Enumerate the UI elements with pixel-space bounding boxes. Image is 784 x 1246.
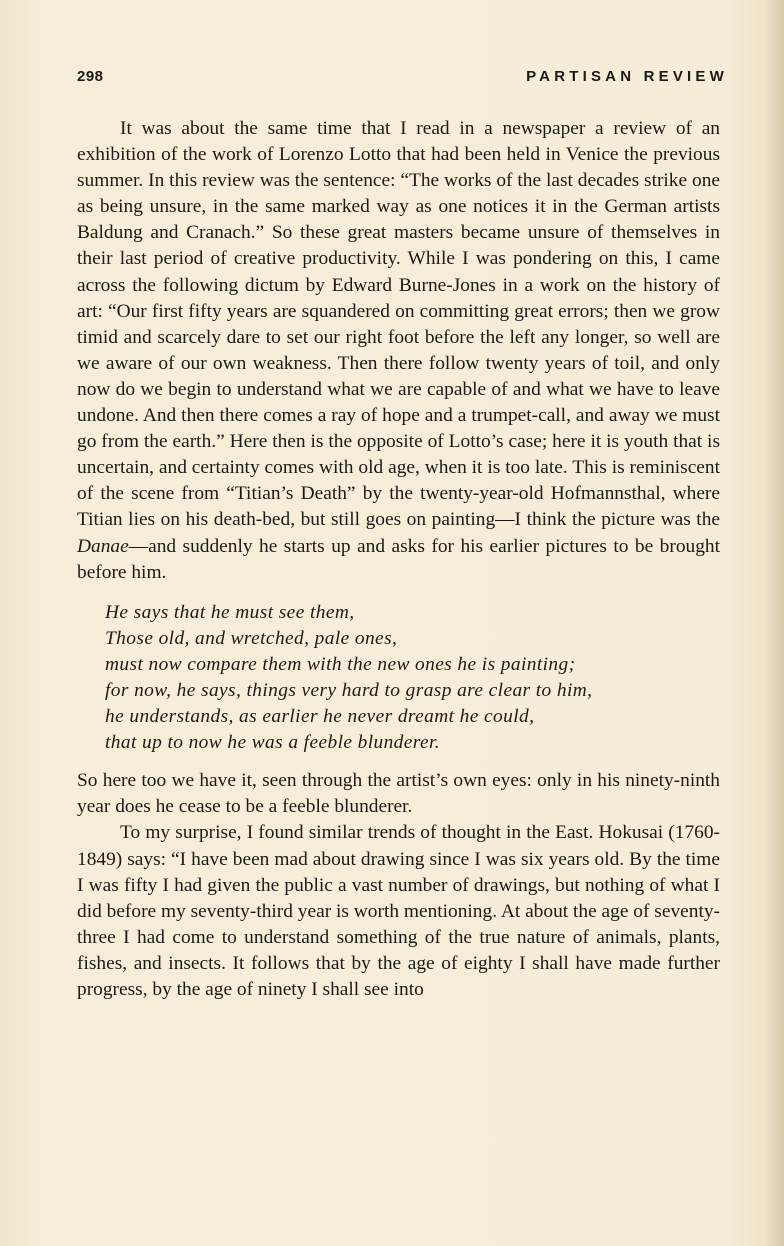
paragraph-2: So here too we have it, seen through the artist’s own eyes: only in his ninety-ninth year does he cease to be a feeble blunderer. xyxy=(77,770,720,818)
verse-line: that up to now he was a feeble blunderer. xyxy=(105,732,441,754)
paragraph-1 xyxy=(77,116,720,586)
paragraph-1-italic-title: Danae xyxy=(77,535,129,557)
verse-line: Those old, and wretched, pale ones, xyxy=(105,627,398,649)
verse-line: for now, he says, things very hard to grasp are clear to him, xyxy=(105,679,593,701)
page-number: 298 xyxy=(77,68,104,85)
verse-line: He says that he must see them, xyxy=(105,601,355,623)
page-header xyxy=(77,68,728,92)
verse-line: he understands, as earlier he never dreamt he could, xyxy=(105,706,535,728)
running-head: PARTISAN REVIEW xyxy=(526,68,728,85)
page-edge-shadow xyxy=(766,0,784,1246)
body-text xyxy=(77,116,720,1003)
paragraph-1-text-a: It was about the same time that I read in a newspaper a review of an exhibition of the work of Lorenzo Lotto that had been held in Venice the previous summer. In this review was the sentence: “The works of the last decades strike one as being unsure, in the same marked way as one notices it in the German artists Baldung and Cranach.” So these great masters became unsure of themselves in their last period of creative productivity. While I was pondering on this, I came across the following dictum by Edward Burne-Jones in a work on the history of art: “Our first fifty years are squandered on committing great errors; then we grow timid and scarcely dare to set our right foot before the left any longer, so well are we aware of our own weakness. Then there follow twenty years of toil, and only now do we begin to understand what we are capable of and what we have to leave undone. And then there comes a ray of hope and a trumpet-call, and away we must go from the earth.” Here then is the opposite of Lotto’s case; here it is youth that is uncertain, and certainty comes with old age, when it is too late. This is reminiscent of the scene from “Titian’s Death” by the twenty-year-old Hofmannsthal, where Titian lies on his death-bed, but still goes on painting—I think the picture was the xyxy=(77,118,720,531)
paragraph-1-text-b: —and suddenly he starts up and asks for his earlier pictures to be brought before him. xyxy=(77,535,720,583)
verse-quote xyxy=(105,600,720,757)
paragraph-3: To my surprise, I found similar trends of thought in the East. Hokusai (1760-1849) says: “I have been mad about drawing since I was six years old. By the time I was fifty I had given the public a vast number of drawings, but nothing of what I did before my seventy-third year is worth mentioning. At about the age of seventy-three I had come to understand something of the true nature of animals, plants, fishes, and insects. It follows that by the age of eighty I shall have made further progress, by the age of ninety I shall see into xyxy=(77,822,720,1000)
verse-line: must now compare them with the new ones he is painting; xyxy=(105,653,576,675)
